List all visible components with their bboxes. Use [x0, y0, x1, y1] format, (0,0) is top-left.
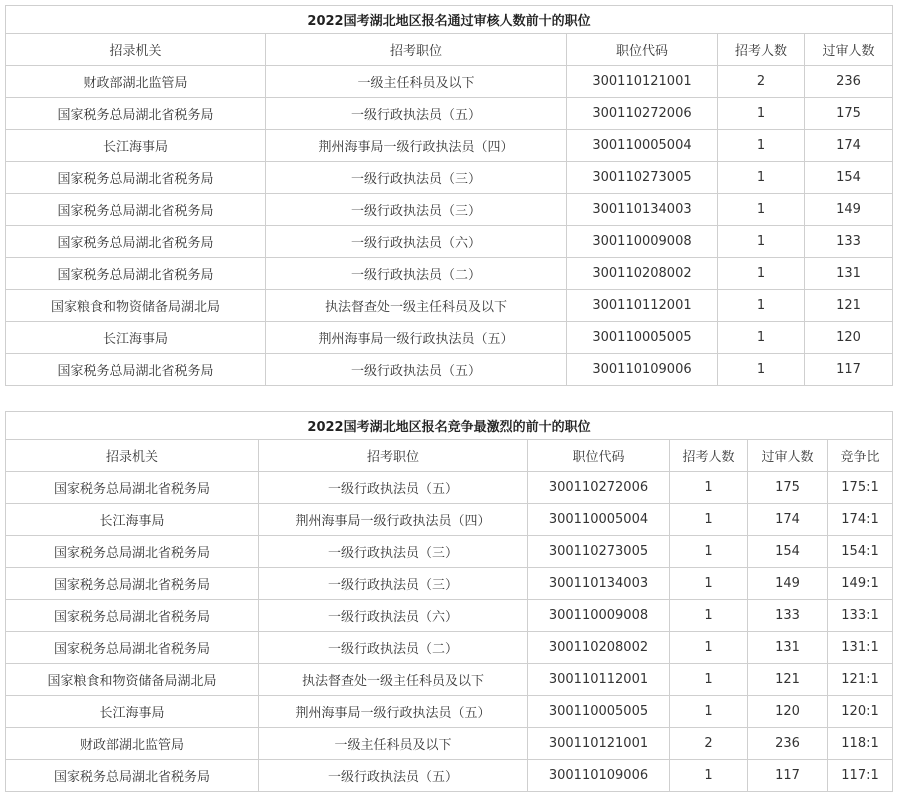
table-cell: 131:1 [828, 632, 893, 664]
table-cell: 1 [718, 130, 805, 162]
table-cell: 175 [748, 472, 828, 504]
table-cell: 一级行政执法员（三） [259, 536, 528, 568]
header-row [6, 440, 893, 472]
table-cell: 149:1 [828, 568, 893, 600]
table-cell: 一级行政执法员（五） [266, 98, 567, 130]
table-cell: 国家税务总局湖北省税务局 [6, 568, 259, 600]
table-cell: 133 [748, 600, 828, 632]
table-cell: 300110112001 [528, 664, 670, 696]
table-cell: 2 [670, 728, 748, 760]
column-header: 职位代码 [567, 34, 718, 66]
table-cell: 国家粮食和物资储备局湖北局 [6, 664, 259, 696]
table-row [6, 632, 893, 664]
table-cell: 154:1 [828, 536, 893, 568]
table-row [6, 568, 893, 600]
table-cell: 174 [748, 504, 828, 536]
table-cell: 荆州海事局一级行政执法员（四） [259, 504, 528, 536]
table-row [6, 664, 893, 696]
table-cell: 一级主任科员及以下 [259, 728, 528, 760]
table-cell: 国家税务总局湖北省税务局 [6, 226, 266, 258]
table-cell: 1 [670, 696, 748, 728]
table-cell: 荆州海事局一级行政执法员（五） [259, 696, 528, 728]
table-cell: 117 [805, 354, 893, 386]
table-cell: 1 [718, 194, 805, 226]
table-cell: 财政部湖北监管局 [6, 728, 259, 760]
table-cell: 300110208002 [567, 258, 718, 290]
table-row [6, 472, 893, 504]
table-row [6, 536, 893, 568]
column-header: 过审人数 [748, 440, 828, 472]
table-cell: 国家税务总局湖北省税务局 [6, 354, 266, 386]
table-row [6, 98, 893, 130]
table-cell: 117:1 [828, 760, 893, 792]
table-cell: 154 [748, 536, 828, 568]
column-header: 招考职位 [259, 440, 528, 472]
table-cell: 120:1 [828, 696, 893, 728]
table-cell: 长江海事局 [6, 130, 266, 162]
table-cell: 300110121001 [567, 66, 718, 98]
table-cell: 1 [670, 568, 748, 600]
table-cell: 1 [670, 600, 748, 632]
table-row [6, 226, 893, 258]
table-cell: 1 [670, 472, 748, 504]
table-cell: 一级行政执法员（六） [259, 600, 528, 632]
table-cell: 长江海事局 [6, 696, 259, 728]
table-row [6, 162, 893, 194]
table-cell: 121 [805, 290, 893, 322]
top-review-table [5, 5, 893, 386]
column-header: 招考人数 [670, 440, 748, 472]
table-cell: 一级行政执法员（五） [259, 760, 528, 792]
table-cell: 荆州海事局一级行政执法员（四） [266, 130, 567, 162]
table-cell: 财政部湖北监管局 [6, 66, 266, 98]
table-cell: 117 [748, 760, 828, 792]
column-header: 招考职位 [266, 34, 567, 66]
table-row [6, 354, 893, 386]
table-cell: 121:1 [828, 664, 893, 696]
table-cell: 国家税务总局湖北省税务局 [6, 632, 259, 664]
table-cell: 国家税务总局湖北省税务局 [6, 194, 266, 226]
table-cell: 长江海事局 [6, 504, 259, 536]
table-cell: 149 [748, 568, 828, 600]
table-cell: 154 [805, 162, 893, 194]
table-body [6, 34, 893, 386]
table-row [6, 760, 893, 792]
table-cell: 执法督查处一级主任科员及以下 [259, 664, 528, 696]
column-header: 招录机关 [6, 34, 266, 66]
table-cell: 执法督查处一级主任科员及以下 [266, 290, 567, 322]
top-competition-table [5, 411, 893, 792]
table-cell: 236 [805, 66, 893, 98]
table-cell: 1 [718, 258, 805, 290]
column-header: 招考人数 [718, 34, 805, 66]
table-row [6, 66, 893, 98]
table-cell: 1 [718, 354, 805, 386]
table-cell: 300110005004 [567, 130, 718, 162]
table-cell: 300110005005 [567, 322, 718, 354]
column-header: 竞争比 [828, 440, 893, 472]
table-cell: 一级行政执法员（五） [266, 354, 567, 386]
table-cell: 131 [748, 632, 828, 664]
table-cell: 133:1 [828, 600, 893, 632]
table-cell: 1 [670, 664, 748, 696]
table-cell: 国家税务总局湖北省税务局 [6, 162, 266, 194]
table-cell: 1 [718, 98, 805, 130]
table-cell: 300110121001 [528, 728, 670, 760]
table-cell: 1 [718, 226, 805, 258]
table-cell: 国家税务总局湖北省税务局 [6, 600, 259, 632]
table-cell: 300110109006 [528, 760, 670, 792]
table-cell: 国家税务总局湖北省税务局 [6, 536, 259, 568]
column-header: 招录机关 [6, 440, 259, 472]
table-row [6, 194, 893, 226]
table-body [6, 440, 893, 792]
table-cell: 一级行政执法员（六） [266, 226, 567, 258]
table-cell: 一级主任科员及以下 [266, 66, 567, 98]
table-cell: 133 [805, 226, 893, 258]
table-cell: 2 [718, 66, 805, 98]
table-cell: 一级行政执法员（五） [259, 472, 528, 504]
table-title: 2022国考湖北地区报名竞争最激烈的前十的职位 [6, 412, 893, 440]
table-cell: 300110009008 [528, 600, 670, 632]
table-row [6, 728, 893, 760]
table-cell: 国家税务总局湖北省税务局 [6, 98, 266, 130]
table-cell: 一级行政执法员（三） [266, 194, 567, 226]
table-cell: 175 [805, 98, 893, 130]
table-row [6, 696, 893, 728]
table-cell: 1 [718, 290, 805, 322]
table-cell: 300110005004 [528, 504, 670, 536]
table-cell: 174:1 [828, 504, 893, 536]
table-row [6, 130, 893, 162]
table-row [6, 322, 893, 354]
table-row [6, 600, 893, 632]
table-cell: 1 [670, 536, 748, 568]
table-cell: 300110109006 [567, 354, 718, 386]
table-row [6, 290, 893, 322]
table-cell: 174 [805, 130, 893, 162]
table-cell: 300110134003 [567, 194, 718, 226]
table-cell: 1 [670, 632, 748, 664]
table-cell: 300110272006 [528, 472, 670, 504]
table-cell: 1 [718, 162, 805, 194]
table-cell: 一级行政执法员（三） [259, 568, 528, 600]
table-cell: 长江海事局 [6, 322, 266, 354]
table-cell: 131 [805, 258, 893, 290]
table-cell: 300110112001 [567, 290, 718, 322]
table-cell: 236 [748, 728, 828, 760]
table-cell: 300110273005 [567, 162, 718, 194]
table-cell: 120 [805, 322, 893, 354]
table-cell: 300110272006 [567, 98, 718, 130]
table-cell: 荆州海事局一级行政执法员（五） [266, 322, 567, 354]
table-cell: 一级行政执法员（二） [266, 258, 567, 290]
table-cell: 国家税务总局湖北省税务局 [6, 258, 266, 290]
table-cell: 300110273005 [528, 536, 670, 568]
table-cell: 118:1 [828, 728, 893, 760]
table-cell: 300110009008 [567, 226, 718, 258]
table-cell: 1 [670, 504, 748, 536]
column-header: 职位代码 [528, 440, 670, 472]
table-cell: 1 [670, 760, 748, 792]
table-title: 2022国考湖北地区报名通过审核人数前十的职位 [6, 6, 893, 34]
table-cell: 300110005005 [528, 696, 670, 728]
table-cell: 120 [748, 696, 828, 728]
table-cell: 175:1 [828, 472, 893, 504]
table-cell: 国家粮食和物资储备局湖北局 [6, 290, 266, 322]
table-row [6, 504, 893, 536]
table-cell: 一级行政执法员（二） [259, 632, 528, 664]
table-cell: 121 [748, 664, 828, 696]
table-cell: 300110208002 [528, 632, 670, 664]
table-cell: 国家税务总局湖北省税务局 [6, 472, 259, 504]
table-cell: 149 [805, 194, 893, 226]
table-cell: 一级行政执法员（三） [266, 162, 567, 194]
table-row [6, 258, 893, 290]
column-header: 过审人数 [805, 34, 893, 66]
table-cell: 300110134003 [528, 568, 670, 600]
table-cell: 国家税务总局湖北省税务局 [6, 760, 259, 792]
table-cell: 1 [718, 322, 805, 354]
header-row [6, 34, 893, 66]
